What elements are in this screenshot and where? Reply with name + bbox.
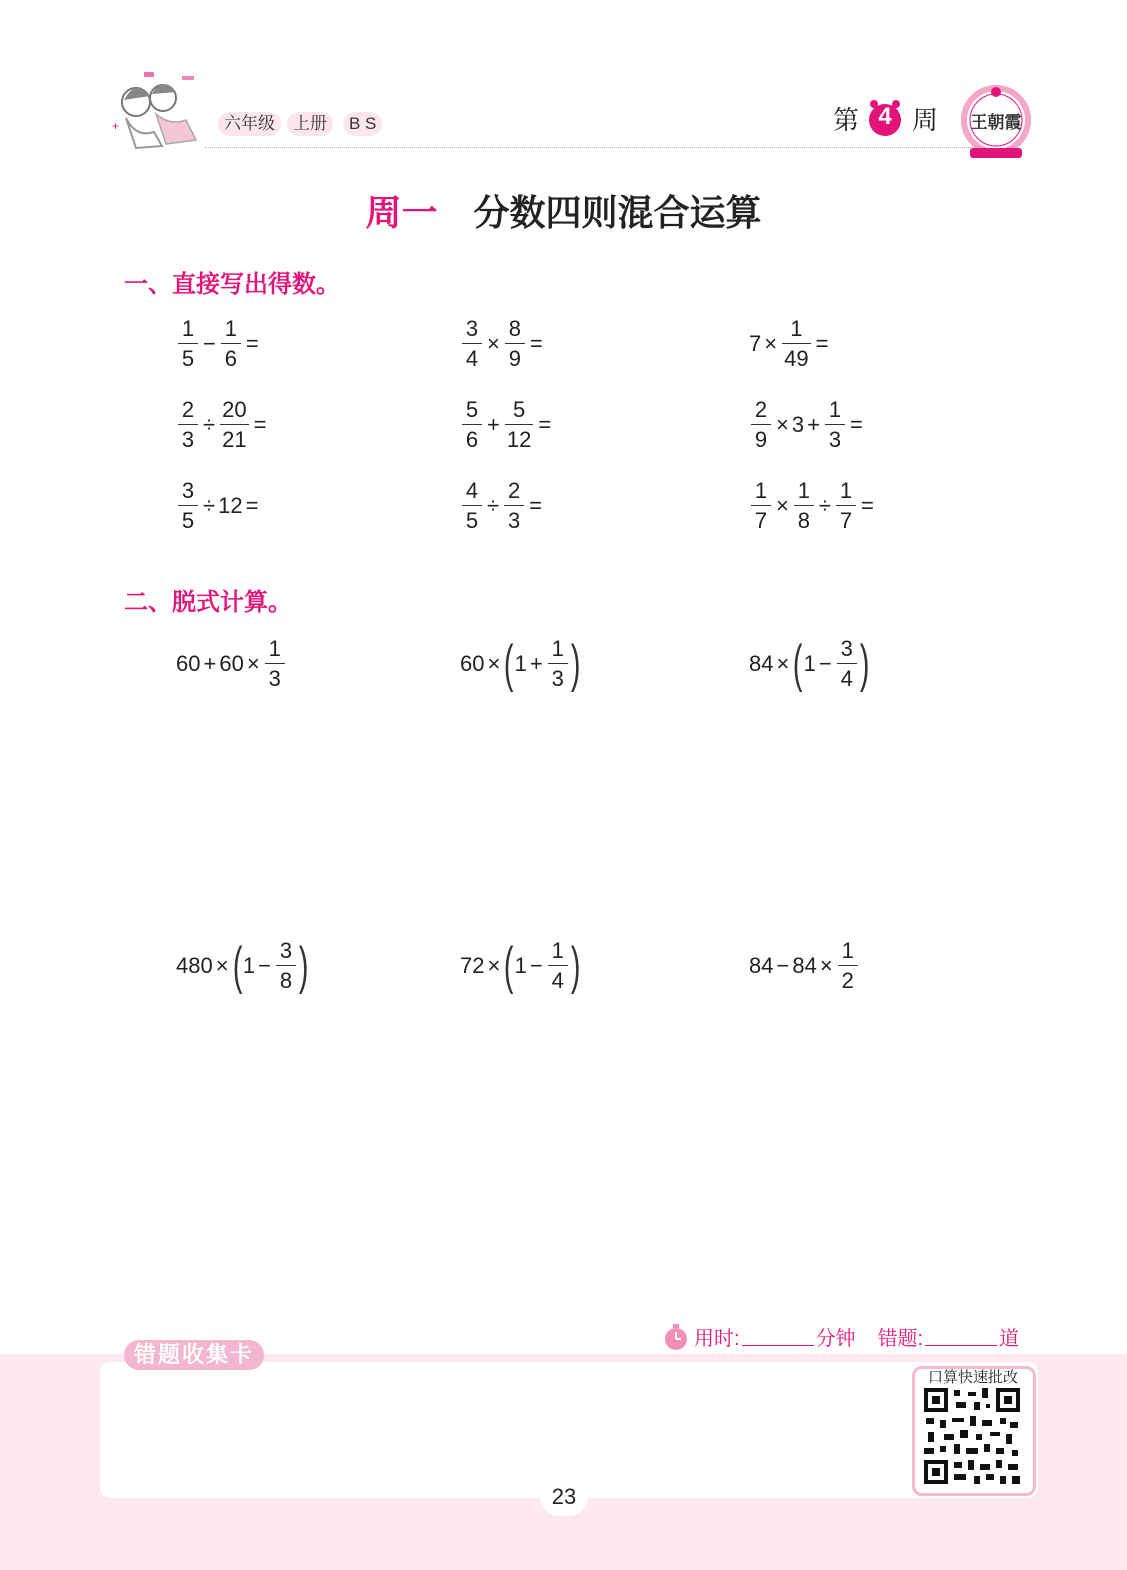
denominator: 7: [751, 505, 771, 532]
math-expression: [176, 399, 269, 451]
week-suffix: 周: [912, 105, 939, 135]
fraction: [462, 480, 482, 532]
operator: −: [529, 953, 543, 978]
numerator: 3: [465, 316, 479, 341]
numerator: 5: [465, 397, 479, 422]
operator: =: [849, 412, 863, 437]
fraction: [505, 318, 525, 370]
operator: ×: [487, 651, 501, 676]
operator: =: [815, 331, 829, 356]
section2-heading: 二、脱式计算。: [124, 589, 292, 616]
denominator: 9: [751, 424, 771, 451]
math-expression: [749, 318, 831, 370]
number: 84: [749, 953, 774, 978]
fraction: [178, 399, 198, 451]
math-expression: [460, 937, 581, 995]
operator: ×: [764, 331, 778, 356]
math-expression: [749, 635, 870, 693]
fraction: [178, 318, 198, 370]
number: 60: [219, 651, 244, 676]
fraction: [751, 399, 771, 451]
mistake-card-title: 错题收集卡: [124, 1340, 264, 1370]
denominator: 8: [794, 505, 814, 532]
denominator: 4: [548, 965, 568, 992]
operator: =: [529, 493, 542, 518]
errors-unit: 道: [999, 1328, 1020, 1350]
denominator: 8: [276, 965, 296, 992]
denominator: 2: [838, 965, 858, 992]
operator: =: [245, 493, 259, 518]
number: 7: [749, 331, 762, 356]
volume-pill: 上册: [287, 112, 333, 136]
numerator: 3: [181, 478, 195, 503]
parenthesis: (: [232, 937, 243, 995]
operator: ×: [487, 953, 501, 978]
denominator: 4: [462, 343, 482, 370]
numerator: 3: [279, 938, 293, 963]
math-expression: [176, 638, 287, 690]
week-prefix: 第: [833, 105, 860, 135]
edition-pill: B S: [343, 112, 382, 136]
operator: =: [538, 412, 552, 437]
number: 3: [791, 412, 805, 437]
operator: −: [203, 331, 216, 356]
time-tracker: [662, 1322, 1019, 1351]
time-blank[interactable]: [742, 1327, 814, 1346]
kids-illustration-icon: [108, 70, 208, 154]
number: 60: [460, 651, 485, 676]
fraction: [794, 480, 814, 532]
math-expression: [176, 480, 261, 532]
operator: −: [818, 651, 832, 676]
math-expression: [176, 318, 262, 370]
fraction: [782, 318, 810, 370]
denominator: 5: [178, 505, 198, 532]
numerator: 8: [508, 316, 521, 341]
qr-label: 口算快速批改: [927, 1369, 1018, 1386]
fraction: [837, 638, 857, 690]
numerator: 1: [268, 636, 281, 661]
operator: =: [860, 493, 874, 518]
week-number: 4: [878, 103, 892, 130]
numerator: 1: [754, 478, 768, 503]
numerator: 1: [828, 397, 842, 422]
title-day: 周一: [365, 192, 438, 233]
numerator: 4: [465, 478, 479, 503]
fraction: [548, 638, 568, 690]
math-expression: [460, 635, 581, 693]
denominator: 5: [462, 505, 482, 532]
numerator: 1: [841, 938, 854, 963]
math-expression: [460, 399, 554, 451]
grade-pill: 六年级: [218, 112, 281, 136]
number: 1: [514, 651, 527, 676]
number: 60: [176, 651, 201, 676]
numerator: 2: [754, 397, 768, 422]
denominator: 12: [505, 424, 533, 451]
denominator: 3: [265, 663, 285, 690]
numerator: 2: [181, 397, 195, 422]
numerator: 1: [839, 478, 853, 503]
operator: ×: [819, 953, 833, 978]
numerator: 5: [512, 397, 526, 422]
operator: =: [245, 331, 259, 356]
section1-heading: 一、直接写出得数。: [124, 271, 340, 298]
math-expression: [176, 937, 309, 995]
brand-logo-text: 王朝霞: [970, 113, 1022, 133]
time-unit: 分钟: [815, 1328, 856, 1350]
denominator: 6: [462, 424, 482, 451]
operator: ÷: [818, 493, 831, 518]
fraction: [751, 480, 771, 532]
denominator: 3: [178, 424, 198, 451]
svg-text:+: +: [112, 119, 120, 133]
operator: ÷: [203, 493, 216, 518]
parenthesis: ): [298, 937, 309, 995]
math-expression: [460, 480, 545, 532]
denominator: 49: [782, 343, 810, 370]
operator: ×: [246, 651, 260, 676]
numerator: 1: [551, 636, 564, 661]
math-expression: [749, 399, 866, 451]
number: 1: [242, 953, 256, 978]
fraction: [836, 480, 856, 532]
denominator: 7: [836, 505, 856, 532]
operator: ÷: [487, 493, 500, 518]
operator: −: [776, 953, 790, 978]
operator: +: [203, 651, 217, 676]
fraction: [838, 940, 858, 992]
page-title: [0, 185, 1127, 236]
time-label: 用时:: [694, 1328, 740, 1350]
operator: −: [258, 953, 272, 978]
operator: =: [253, 412, 267, 437]
numerator: 1: [224, 316, 237, 341]
page-number: 23: [551, 1484, 577, 1509]
fraction: [265, 638, 285, 690]
number: 480: [176, 953, 213, 978]
errors-blank[interactable]: [925, 1327, 997, 1346]
denominator: 21: [220, 424, 248, 451]
qr-code-icon[interactable]: [924, 1388, 1020, 1484]
parenthesis: (: [504, 937, 514, 995]
parenthesis: (: [793, 635, 803, 693]
operator: ×: [487, 331, 500, 356]
math-expression: [749, 480, 877, 532]
week-badge: [868, 99, 902, 137]
fraction: [548, 940, 568, 992]
numerator: 20: [222, 397, 247, 422]
operator: +: [807, 412, 820, 437]
fraction: [220, 399, 248, 451]
operator: ÷: [203, 412, 216, 437]
denominator: 9: [505, 343, 525, 370]
math-expression: [460, 318, 546, 370]
numerator: 1: [797, 478, 810, 503]
numerator: 3: [840, 636, 853, 661]
parenthesis: ): [570, 635, 581, 693]
fraction: [221, 318, 241, 370]
math-expression: [749, 940, 860, 992]
stopwatch-icon: [662, 1323, 690, 1351]
denominator: 3: [504, 505, 524, 532]
fraction: [276, 940, 296, 992]
numerator: 1: [551, 938, 564, 963]
parenthesis: ): [859, 635, 870, 693]
denominator: 3: [825, 424, 845, 451]
denominator: 6: [221, 343, 241, 370]
parenthesis: ): [570, 937, 581, 995]
fraction: [505, 399, 533, 451]
operator: ×: [776, 651, 790, 676]
fraction: [462, 318, 482, 370]
fraction: [462, 399, 482, 451]
numerator: 1: [790, 316, 803, 341]
number: 84: [792, 953, 817, 978]
numerator: 2: [507, 478, 521, 503]
denominator: 3: [548, 663, 568, 690]
brand-seal-icon: [960, 82, 1032, 160]
header-divider: [205, 147, 975, 148]
number: 1: [803, 651, 816, 676]
operator: +: [529, 651, 543, 676]
title-topic: 分数四则混合运算: [473, 192, 762, 233]
operator: =: [529, 331, 543, 356]
denominator: 4: [837, 663, 857, 690]
operator: ×: [776, 493, 789, 518]
number: 84: [749, 651, 774, 676]
number: 72: [460, 953, 485, 978]
numerator: 1: [181, 316, 195, 341]
errors-label: 错题:: [877, 1328, 924, 1350]
number: 1: [514, 953, 527, 978]
parenthesis: (: [504, 635, 514, 693]
number: 12: [218, 493, 243, 518]
operator: +: [487, 412, 500, 437]
denominator: 5: [178, 343, 198, 370]
fraction: [825, 399, 845, 451]
fraction: [178, 480, 198, 532]
operator: ×: [215, 953, 229, 978]
operator: ×: [776, 412, 789, 437]
fraction: [504, 480, 524, 532]
